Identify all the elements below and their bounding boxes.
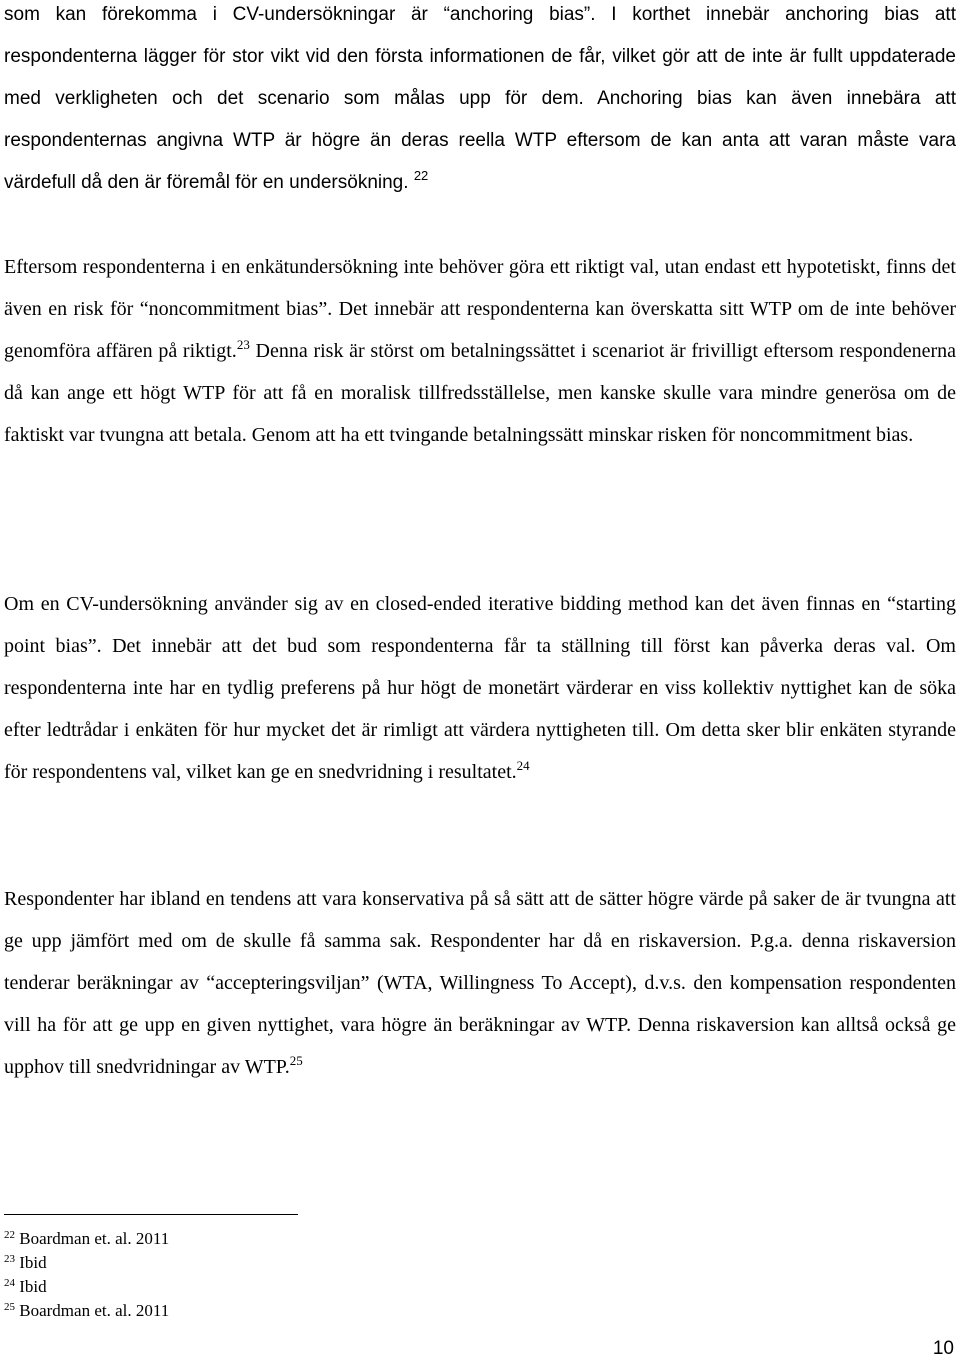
footnote-item bbox=[4, 1251, 169, 1275]
footnote-number: 23 bbox=[4, 1253, 15, 1265]
footnote-number: 25 bbox=[4, 1301, 15, 1313]
page-number: 10 bbox=[932, 1338, 954, 1359]
paragraph-3 bbox=[4, 583, 956, 793]
footnote-text: Ibid bbox=[19, 1277, 47, 1296]
paragraph-1 bbox=[4, 0, 956, 204]
footnote-item bbox=[4, 1227, 169, 1251]
paragraph-1-text: som kan förekomma i CV-undersökningar är “anchoring bias”. I korthet innebär anchoring bias att respondenterna lägger för stor vikt vid den första informationen de får, vilket gör att de inte är fullt uppdaterade med verkligheten och det scenario som målas upp för dem. Anchoring bias kan även innebära att respondenternas angivna WTP är högre än deras reella WTP eftersom de kan anta att varan måste vara värdefull då den är föremål för en undersökning. bbox=[4, 4, 956, 193]
footnote-text: Ibid bbox=[19, 1253, 47, 1272]
footnote-text: Boardman et. al. 2011 bbox=[19, 1229, 170, 1248]
paragraph-2-text-b: Denna risk är störst om betalningssättet i scenariot är frivilligt eftersom respondenerna då kan ange ett högt WTP för att få en moralisk tillfredsställelse, men kanske skulle vara mindre generösa om de faktiskt var tvungna att betala. Genom att ha ett tvingande betalningssätt minskar risken för noncommitment bias. bbox=[4, 340, 956, 446]
footnote-ref-22: 22 bbox=[413, 168, 429, 183]
paragraph-2-text-a: Eftersom respondenterna i en enkätundersökning inte behöver göra ett riktigt val, utan endast ett hypotetiskt, finns det även en risk för “noncommitment bias”. Det innebär att respondenterna kan överskatta sitt WTP om de inte behöver genomföra affären på riktigt. bbox=[4, 256, 956, 362]
footnote-number: 24 bbox=[4, 1277, 15, 1289]
paragraph-3-text: Om en CV-undersökning använder sig av en closed-ended iterative bidding method kan det även finnas en “starting point bias”. Det innebär att det bud som respondenterna får ta ställning till först kan påverka deras val. Om respondenterna inte har en tydlig preferens på hur högt de monetärt värderar en viss kollektiv nyttighet kan de söka efter ledtrådar i enkäten för hur mycket det är rimligt att värdera nyttigheten till. Om detta sker blir enkäten styrande för respondentens val, vilket kan ge en snedvridning i resultatet. bbox=[4, 593, 956, 783]
footnote-item bbox=[4, 1299, 169, 1323]
footnote-ref-25: 25 bbox=[289, 1053, 303, 1068]
footnote-ref-24: 24 bbox=[516, 758, 530, 773]
footnote-number: 22 bbox=[4, 1229, 15, 1241]
paragraph-2 bbox=[4, 246, 956, 456]
paragraph-4 bbox=[4, 878, 956, 1088]
footnotes-list bbox=[4, 1227, 169, 1323]
footnote-text: Boardman et. al. 2011 bbox=[19, 1301, 170, 1320]
paragraph-4-text: Respondenter har ibland en tendens att vara konservativa på så sätt att de sätter högre värde på saker de är tvungna att ge upp jämfört med om de skulle få samma sak. Respondenter har då en riskaversion. P.g.a. denna riskaversion tenderar beräkningar av “accepteringsviljan” (WTA, Willingness To Accept), d.v.s. den kompensation respondenten vill ha för att ge upp en given nyttighet, vara högre än beräkningar av WTP. Denna riskaversion kan alltså också ge upphov till snedvridningar av WTP. bbox=[4, 888, 956, 1078]
footnote-ref-23: 23 bbox=[236, 337, 250, 352]
footnote-item bbox=[4, 1275, 169, 1299]
footnote-divider bbox=[4, 1214, 298, 1215]
